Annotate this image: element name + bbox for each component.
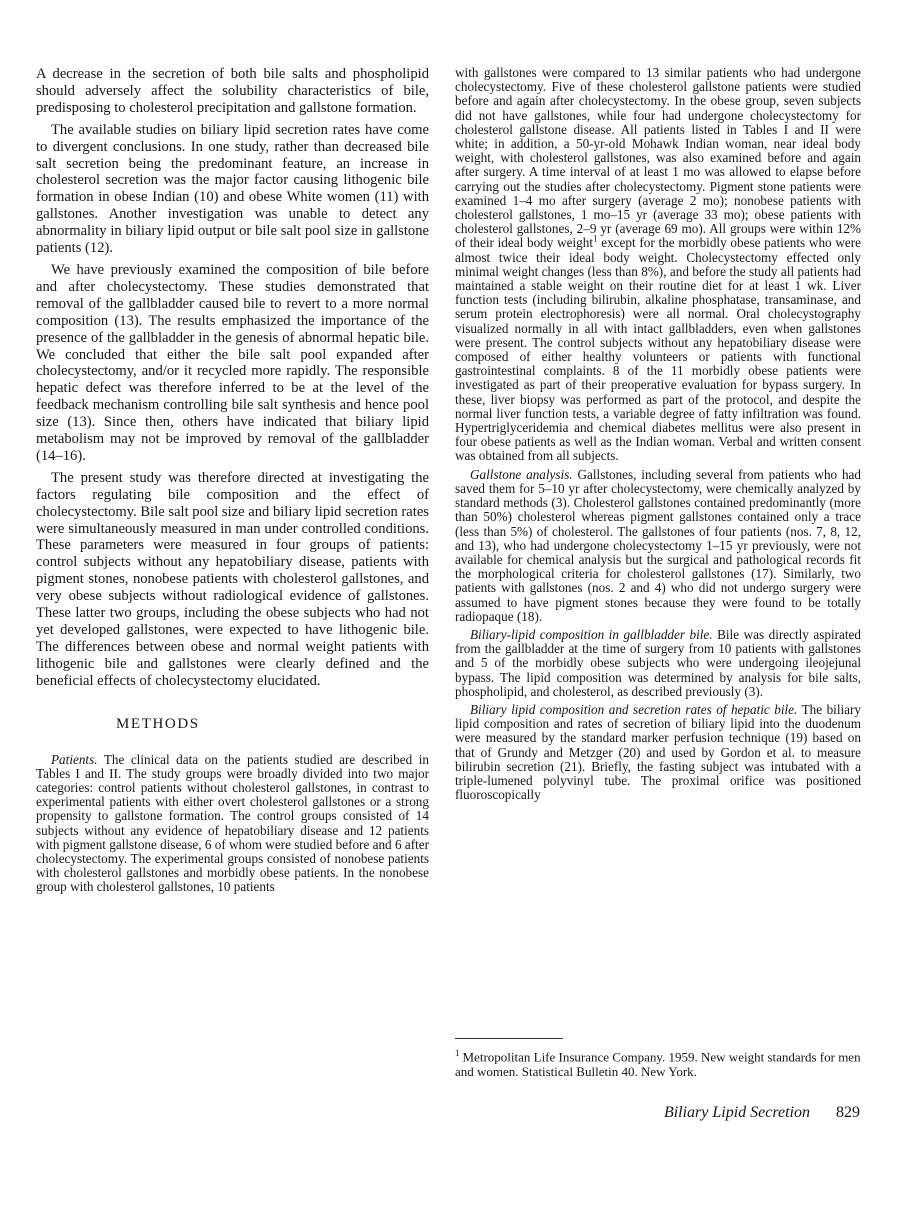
run-in-heading: Biliary lipid composition and secretion rates of hepatic bile. (470, 701, 798, 717)
footnote (455, 1046, 861, 1079)
paragraph: We have previously examined the composition of bile before and after cholecystectomy. These studies demonstrated that removal of the gallbladder caused bile to revert to a more normal composition (13). The results emphasized the importance of the presence of the gallbladder in the genesis of abnormal hepatic bile. We concluded that either the bile salt pool expanded after cholecystectomy, and/or it recycled more rapidly. The responsible hepatic defect was therefore inferred to be at the level of the feedback mechanism controlling bile salt synthesis and hence pool size (13). Since then, others have indicated that biliary lipid metabolism may not be improved by removal of the gallbladder (14–16). (36, 261, 429, 464)
running-footer (590, 1104, 860, 1122)
patients-paragraph-continued (455, 66, 861, 464)
methods-heading: METHODS (116, 715, 200, 732)
gallbladder-bile-paragraph (455, 628, 861, 699)
footnote-text: Metropolitan Life Insurance Company. 1959. New weight standards for men and women. Statistical Bulletin 40. New York. (455, 1049, 861, 1080)
left-column (36, 66, 429, 899)
paragraph-text: The biliary lipid composition and rates of secretion of biliary lipid into the duodenum were measured by the standard marker perfusion technique (19) based on that of Grundy and Metzger (20) and used by Gordon et al. to measure bilirubin secretion (21). Briefly, the fasting subject was intubated with a triple-lumened polyvinyl tube. The proximal orifice was positioned fluoroscopically (455, 701, 861, 803)
run-in-heading: Patients. (51, 751, 98, 767)
run-in-heading: Biliary-lipid composition in gallbladder bile. (470, 626, 713, 642)
footnote-number: 1 (455, 1048, 460, 1058)
paragraph-text: except for the morbidly obese patients who were almost twice their ideal body weight. Cholecystectomy effected only minimal weight changes (less than 8%), and before the study all patients had maintained a stable weight on their routine diet for at least 1 wk. Liver function tests (including bilirubin, alkaline phosphatase, transaminase, and serum protein electrophoresis) were all normal. Oral cholecystography visualized normally in all with intact gallbladders, even when gallstones were present. The control subjects without any hepatobiliary disease were composed of either healthy volunteers or patients with functional gastrointestinal complaints. 8 of the 11 morbidly obese patients were investigated as part of their preoperative evaluation for bypass surgery. In these, liver biopsy was performed as part of the protocol, and despite the normal liver function tests, a variable degree of fatty infiltration was found. Hypertriglyceridemia and chemical diabetes mellitus were also present in four obese patients as well as the Indian woman. Verbal and written consent was obtained from all subjects. (455, 235, 861, 464)
paragraph-text: Bile was directly aspirated from the gallbladder at the time of surgery from 10 patients with gallstones and 5 of the morbidly obese subjects who were undergoing ileojejunal bypass. The lipid composition was determined by analysis for bile salts, phospholipid, and cholesterol, as described previously (3). (455, 626, 861, 699)
running-title: Biliary Lipid Secretion (663, 1104, 810, 1121)
footnote-divider (455, 1038, 563, 1039)
right-column (455, 66, 861, 806)
patients-paragraph (36, 753, 429, 895)
paragraph: A decrease in the secretion of both bile salts and phospholipid should adversely affect the solubility characteristics of bile, predisposing to cholesterol precipitation and gallstone formation. (36, 66, 429, 116)
footnote-marker: 1 (592, 234, 598, 245)
paragraph: The present study was therefore directed at investigating the factors regulating bile composition and the effect of cholecystectomy. Bile salt pool size and biliary lipid secretion rates were simultaneously measured in man under controlled conditions. These parameters were measured in four groups of patients: control subjects without any hepatobiliary disease, patients with pigment stones, nonobese patients with cholesterol gallstones, and very obese subjects without radiological evidence of gallstones. These latter two groups, including the obese subjects who had not yet developed gallstones, were expected to have lithogenic bile. The differences between obese and normal weight patients with lithogenic bile and gallstones were clearly defined and the beneficial effects of cholecystectomy elucidated. (36, 469, 429, 689)
gallstone-analysis-paragraph (455, 468, 861, 624)
paragraph-text: with gallstones were compared to 13 similar patients who had undergone cholecystectomy. Five of these cholesterol gallstone patients were studied before and again after cholecystectomy. In the obese group, seven subjects did not have gallstones, while four had undergone cholecystectomy for cholesterol gallstone disease. All patients listed in Tables I and II were white; in addition, a 50-yr-old Mohawk Indian woman, near ideal body weight, with cholesterol gallstones, was also examined before and again after surgery. A time interval of at least 1 mo was allowed to elapse before carrying out the studies after cholecystectomy. Pigment stone patients were examined 1–4 mo after surgery (average 2 mo); nonobese patients with cholesterol gallstones, 1 mo–15 yr (average 33 mo); obese patients with cholesterol gallstones, 2–9 yr (average 69 mo). All groups were within 12% of their ideal body weight (455, 65, 861, 251)
page-number: 829 (836, 1104, 860, 1121)
run-in-heading: Gallstone analysis. (470, 466, 573, 482)
paragraph-text: Gallstones, including several from patients who had saved them for 5–10 yr after cholecystectomy, were chemically analyzed by standard methods (3). Cholesterol gallstones contained predominantly (more than 50%) cholesterol whereas pigment gallstones contained only a trace (less than 5%) of cholesterol. The gallstones of four patients (nos. 7, 8, 12, and 13), who had undergone cholecystectomy 1–15 yr previously, were not available for chemical analysis but the surgical and pathological records fit the morphological criteria for cholesterol gallstones (17). Similarly, two patients with gallstones (nos. 2 and 4) who did not undergo surgery were assumed to have pigment stones because they were found to be totally radiopaque (18). (455, 466, 862, 624)
hepatic-bile-paragraph (455, 703, 861, 802)
paragraph: The available studies on biliary lipid secretion rates have come to divergent conclusions. In one study, rather than decreased bile salt secretion being the predominant feature, an increase in cholesterol secretion was the major factor causing lithogenic bile formation in obese Indian (10) and obese White women (11) with gallstones. Another investigation was unable to detect any abnormality in biliary lipid output or bile salt pool size in gallstone patients (12). (36, 121, 429, 257)
paragraph-text: The clinical data on the patients studied are described in Tables I and II. The study groups were broadly divided into two major categories: control patients without cholesterol gallstones, in contrast to experimental patients with either overt cholesterol gallstones or a strong propensity to gallstone formation. The control groups consisted of 14 subjects without any evidence of hepatobiliary disease and 12 patients with pigment gallstone disease, 6 of whom were studied before and 6 after cholecystectomy. The experimental groups consisted of nonobese patients with cholesterol gallstones and morbidly obese patients. In the nonobese group with cholesterol gallstones, 10 patients (36, 751, 429, 895)
